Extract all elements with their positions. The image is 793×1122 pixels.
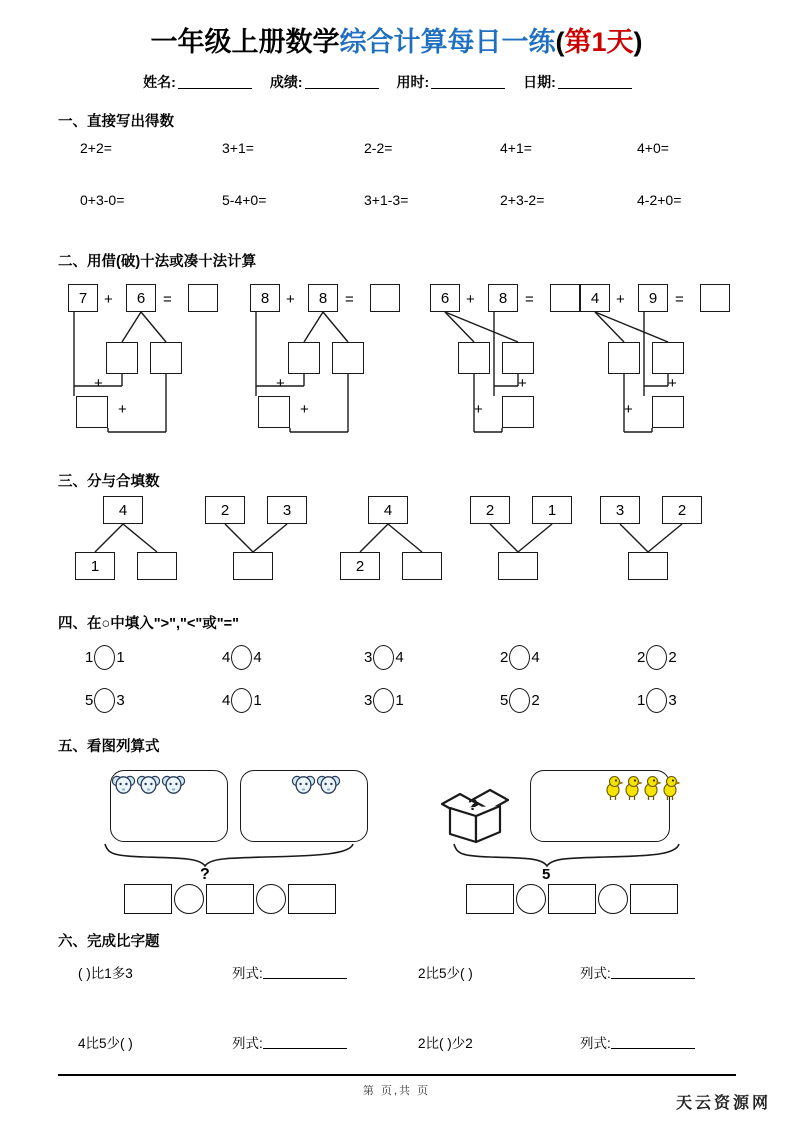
section-6-heading: 六、完成比字题 [58, 934, 160, 950]
tenframe-3-plus: + [466, 291, 475, 308]
compare-left-value: 2 [637, 649, 646, 666]
fork-left [595, 312, 624, 342]
name-input[interactable] [178, 75, 252, 89]
tenframe-4-op1: + [668, 375, 677, 392]
fork-left [122, 312, 141, 342]
compare-circle[interactable] [231, 645, 252, 670]
compare-question-4[interactable]: 2比( )少2 [418, 1036, 473, 1051]
brace-1 [100, 840, 375, 870]
compare-circle[interactable] [509, 645, 530, 670]
footer-divider [58, 1074, 736, 1076]
answer-circle-2-2[interactable] [598, 884, 628, 914]
tenframe-4-plus: + [616, 291, 625, 308]
time-input[interactable] [431, 75, 505, 89]
compare-question-3[interactable]: 4比5少( ) [78, 1036, 133, 1051]
bond-right [388, 524, 422, 552]
compare-row1-1 [85, 645, 125, 670]
compare-row1-3 [364, 645, 404, 670]
compare-circle[interactable] [509, 688, 530, 713]
compare-row1-4 [500, 645, 540, 670]
compare-answer-input-4[interactable] [611, 1036, 695, 1049]
numbond-5-connectors [600, 496, 730, 596]
section-4-heading: 四、在○中填入">","<"或"=" [58, 616, 239, 632]
tenframe-2-connectors [246, 284, 416, 444]
brace-2 [450, 840, 685, 870]
fork-right [141, 312, 166, 342]
bond-right [123, 524, 157, 552]
compare-answer-input-2[interactable] [611, 966, 695, 979]
title-part-day: 第1天 [564, 27, 634, 57]
time-label: 用时: [396, 74, 430, 90]
tenframe-3-op2: + [474, 401, 483, 418]
compare-left-value: 1 [85, 649, 94, 666]
answer-box-2-3[interactable] [630, 884, 678, 914]
calc-1-3[interactable]: 2-2= [364, 140, 393, 156]
numbond-1-connectors [75, 496, 205, 596]
compare-left-value: 5 [500, 692, 509, 709]
numbond-2-connectors [205, 496, 335, 596]
name-label: 姓名: [143, 74, 176, 90]
numbond-1-part-left: 1 [75, 552, 115, 580]
tenframe-3-op1: + [518, 375, 527, 392]
numbond-5-part-right: 2 [662, 496, 702, 524]
compare-circle[interactable] [646, 645, 667, 670]
time-field-group [397, 74, 506, 90]
tenframe-1-equals: = [163, 291, 172, 308]
compare-right-value: 1 [253, 692, 262, 709]
total-label-2: 5 [542, 866, 551, 883]
student-info-line [0, 72, 793, 92]
compare-question-2[interactable]: 2比5少( ) [418, 966, 473, 981]
calc-2-3[interactable]: 3+1-3= [364, 192, 409, 208]
compare-right-value: 2 [531, 692, 540, 709]
tenframe-2-op1: + [276, 375, 285, 392]
mouse-icon [137, 776, 159, 793]
date-input[interactable] [558, 75, 632, 89]
name-field-group [143, 74, 252, 90]
chick-icon [626, 777, 642, 801]
numbond-3-part-left: 2 [340, 552, 380, 580]
tenframe-4-connectors [576, 284, 746, 444]
bond-left [95, 524, 123, 552]
section-1-heading: 一、直接写出得数 [58, 114, 174, 130]
numbond-5-part-left: 3 [600, 496, 640, 524]
tenframe-1-operand-left: 7 [68, 284, 98, 312]
title-paren-open: ( [555, 27, 565, 57]
calc-2-2[interactable]: 5-4+0= [222, 192, 267, 208]
answer-box-1-2[interactable] [206, 884, 254, 914]
chick-icon [645, 777, 661, 801]
section-3-heading: 三、分与合填数 [58, 474, 160, 490]
score-field-group [270, 74, 379, 90]
section-2-heading: 二、用借(破)十法或凑十法计算 [58, 254, 257, 270]
compare-right-value: 1 [395, 692, 404, 709]
compare-circle[interactable] [646, 688, 667, 713]
bond-left [620, 524, 648, 552]
compare-answer-label-2: 列式: [580, 966, 611, 981]
mouse-icon [162, 776, 184, 793]
calc-1-4[interactable]: 4+1= [500, 140, 532, 156]
compare-left-value: 2 [500, 649, 509, 666]
tenframe-2-op2: + [300, 401, 309, 418]
compare-circle[interactable] [231, 688, 252, 713]
numbond-3-whole: 4 [368, 496, 408, 524]
watermark-label: 天云资源网 [675, 1095, 771, 1112]
fork-right [595, 312, 668, 342]
compare-right-value: 4 [395, 649, 404, 666]
tenframe-4-operand-left: 4 [580, 284, 610, 312]
bond-left [225, 524, 253, 552]
page-title [0, 20, 793, 59]
compare-circle[interactable] [373, 645, 394, 670]
answer-box-2-2[interactable] [548, 884, 596, 914]
compare-row2-5 [637, 688, 677, 713]
bond-left [360, 524, 388, 552]
section-5-heading: 五、看图列算式 [58, 739, 160, 755]
compare-answer-input-3[interactable] [263, 1036, 347, 1049]
compare-row2-4 [500, 688, 540, 713]
mouse-icon [292, 776, 314, 793]
compare-right-value: 3 [668, 692, 677, 709]
compare-row1-5 [637, 645, 677, 670]
tenframe-2-equals: = [345, 291, 354, 308]
tenframe-3-connectors [426, 284, 596, 444]
tenframe-1-op2: + [118, 401, 127, 418]
calc-2-5[interactable]: 4-2+0= [637, 192, 682, 208]
title-part-topic: 综合计算每日一练 [339, 27, 556, 57]
tenframe-1-operand-right: 6 [126, 284, 156, 312]
tenframe-1-connectors [64, 284, 234, 444]
mice-icons-1 [95, 772, 375, 847]
bond-right [518, 524, 552, 552]
tenframe-3-operand-right: 8 [488, 284, 518, 312]
answer-box-1-1[interactable] [124, 884, 172, 914]
calc-1-1[interactable]: 2+2= [80, 140, 112, 156]
compare-answer-input-1[interactable] [263, 966, 347, 979]
numbond-4-part-left: 2 [470, 496, 510, 524]
compare-right-value: 1 [116, 649, 125, 666]
numbond-2-part-right: 3 [267, 496, 307, 524]
calc-1-2[interactable]: 3+1= [222, 140, 254, 156]
compare-answer-label-1: 列式: [232, 966, 263, 981]
answer-box-2-1[interactable] [466, 884, 514, 914]
numbond-4-connectors [470, 496, 600, 596]
bond-right [648, 524, 682, 552]
title-paren-close: ) [633, 27, 643, 57]
compare-left-value: 1 [637, 692, 646, 709]
compare-right-value: 2 [668, 649, 677, 666]
title-part-grade: 一年级上册数学 [150, 27, 340, 57]
total-label-1: ? [200, 866, 210, 883]
numbond-1-whole: 4 [103, 496, 143, 524]
mouse-icon [112, 776, 134, 793]
chick-icon [607, 777, 623, 801]
fork-right [445, 312, 518, 342]
compare-left-value: 4 [222, 692, 231, 709]
compare-circle[interactable] [373, 688, 394, 713]
fork-right [323, 312, 348, 342]
tenframe-3-operand-left: 6 [430, 284, 460, 312]
compare-circle[interactable] [94, 688, 115, 713]
score-input[interactable] [305, 75, 379, 89]
answer-circle-2-1[interactable] [516, 884, 546, 914]
tenframe-4-equals: = [675, 291, 684, 308]
numbond-4-part-right: 1 [532, 496, 572, 524]
compare-circle[interactable] [94, 645, 115, 670]
numbond-2-part-left: 2 [205, 496, 245, 524]
calc-1-5[interactable]: 4+0= [637, 140, 669, 156]
fork-left [445, 312, 474, 342]
compare-answer-1[interactable] [232, 962, 347, 982]
compare-left-value: 3 [364, 649, 373, 666]
compare-left-value: 5 [85, 692, 94, 709]
page-number-text: 第 页,共 页 [362, 1085, 431, 1097]
tenframe-1-plus: + [104, 291, 113, 308]
tenframe-3-equals: = [525, 291, 534, 308]
compare-answer-label-3: 列式: [232, 1036, 263, 1051]
question-box-icon [430, 778, 522, 844]
answer-circle-1-2[interactable] [256, 884, 286, 914]
compare-left-value: 3 [364, 692, 373, 709]
fork-left [304, 312, 323, 342]
compare-right-value: 4 [531, 649, 540, 666]
calc-2-4[interactable]: 2+3-2= [500, 192, 545, 208]
compare-answer-3[interactable] [232, 1032, 347, 1052]
tenframe-4-operand-right: 9 [638, 284, 668, 312]
compare-row1-2 [222, 645, 262, 670]
compare-row2-3 [364, 688, 404, 713]
chick-icons-2 [604, 773, 684, 809]
answer-circle-1-1[interactable] [174, 884, 204, 914]
score-label: 成绩: [269, 74, 303, 90]
compare-row2-1 [85, 688, 125, 713]
numbond-3-connectors [340, 496, 470, 596]
bond-right [253, 524, 287, 552]
tenframe-2-operand-left: 8 [250, 284, 280, 312]
compare-right-value: 4 [253, 649, 262, 666]
compare-answer-4[interactable] [580, 1032, 695, 1052]
tenframe-4-op2: + [624, 401, 633, 418]
svg-text:?: ? [468, 797, 478, 814]
compare-answer-2[interactable] [580, 962, 695, 982]
compare-row2-2 [222, 688, 262, 713]
answer-box-1-3[interactable] [288, 884, 336, 914]
chick-icon [664, 777, 680, 801]
calc-2-1[interactable]: 0+3-0= [80, 192, 125, 208]
compare-right-value: 3 [116, 692, 125, 709]
compare-left-value: 4 [222, 649, 231, 666]
compare-answer-label-4: 列式: [580, 1036, 611, 1051]
compare-question-1[interactable]: ( )比1多3 [78, 966, 133, 981]
date-field-group [523, 74, 632, 90]
tenframe-1-op1: + [94, 375, 103, 392]
tenframe-2-operand-right: 8 [308, 284, 338, 312]
date-label: 日期: [523, 74, 556, 90]
mouse-icon [317, 776, 339, 793]
bond-left [490, 524, 518, 552]
tenframe-2-plus: + [286, 291, 295, 308]
